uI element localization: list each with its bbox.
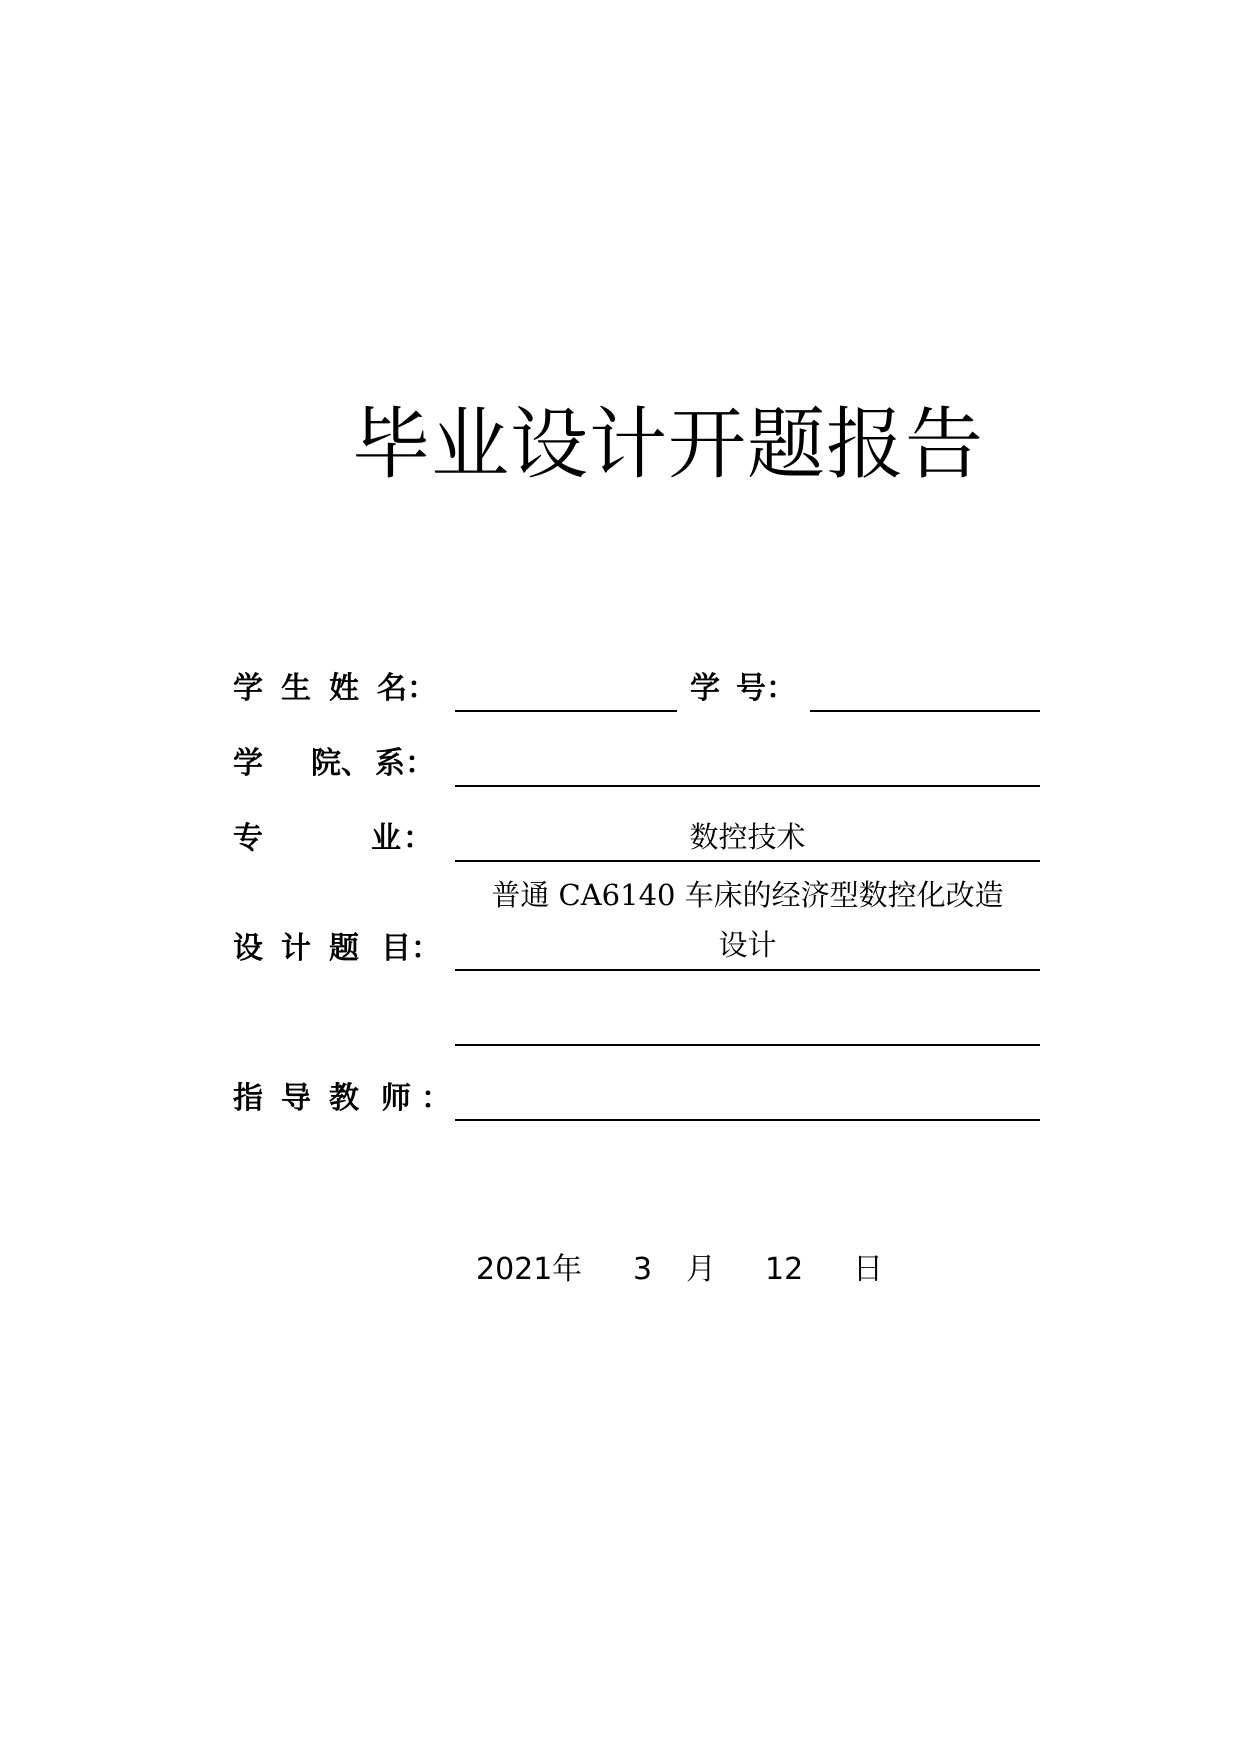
date-year: 2021 (476, 1252, 553, 1287)
thesis-topic-underline-2 (455, 1044, 1040, 1046)
label-char: 生 (281, 671, 311, 706)
thesis-topic-label (233, 927, 441, 971)
advisor-underline (455, 1119, 1040, 1121)
label-char: ： (421, 1081, 451, 1116)
label-char: 学 (233, 671, 263, 706)
date-month-unit: 月 (686, 1252, 716, 1287)
date-year-unit: 年 (552, 1252, 582, 1287)
label-char: 名 (377, 671, 407, 706)
label-char: 系 (375, 746, 405, 781)
label-char: 学 (233, 746, 263, 781)
major-value[interactable]: 数控技术 (689, 820, 806, 854)
label-char: 指 (233, 1081, 263, 1116)
label-char: 目 (381, 931, 411, 966)
date-day-unit: 日 (853, 1252, 883, 1287)
label-char: 专 (233, 821, 263, 856)
label-char: ： (405, 746, 435, 781)
label-char: 师 (381, 1081, 411, 1116)
label-char: 业 (371, 821, 401, 856)
label-char: 计 (281, 931, 311, 966)
thesis-topic-value-line2[interactable]: 设计 (718, 928, 777, 962)
label-char: 学 (690, 671, 720, 706)
label-char: ： (407, 671, 437, 706)
thesis-topic-underline-1 (455, 969, 1040, 971)
date-month: 3 (633, 1252, 653, 1287)
label-char: 院 (311, 746, 341, 781)
student-name-label (233, 667, 437, 711)
label-char: ： (403, 821, 433, 856)
student-name-underline (455, 710, 677, 712)
label-char: 、 (341, 746, 371, 781)
date-day: 12 (765, 1252, 804, 1287)
page-title: 毕业设计开题报告 (352, 400, 985, 490)
advisor-label (233, 1077, 451, 1121)
college-underline (455, 785, 1040, 787)
label-char: 姓 (329, 671, 359, 706)
label-char: ： (766, 671, 796, 706)
label-char: 设 (233, 931, 263, 966)
major-label (233, 817, 433, 861)
thesis-topic-value-line1[interactable]: 普通 CA6140 车床的经济型数控化改造 (491, 878, 1004, 912)
student-id-underline (810, 710, 1040, 712)
label-char: ： (411, 931, 441, 966)
label-char: 题 (329, 931, 359, 966)
college-label (233, 742, 435, 786)
major-underline (455, 860, 1040, 862)
label-char: 教 (329, 1081, 359, 1116)
student-id-label (690, 667, 796, 711)
label-char: 号 (736, 671, 766, 706)
label-char: 导 (281, 1081, 311, 1116)
